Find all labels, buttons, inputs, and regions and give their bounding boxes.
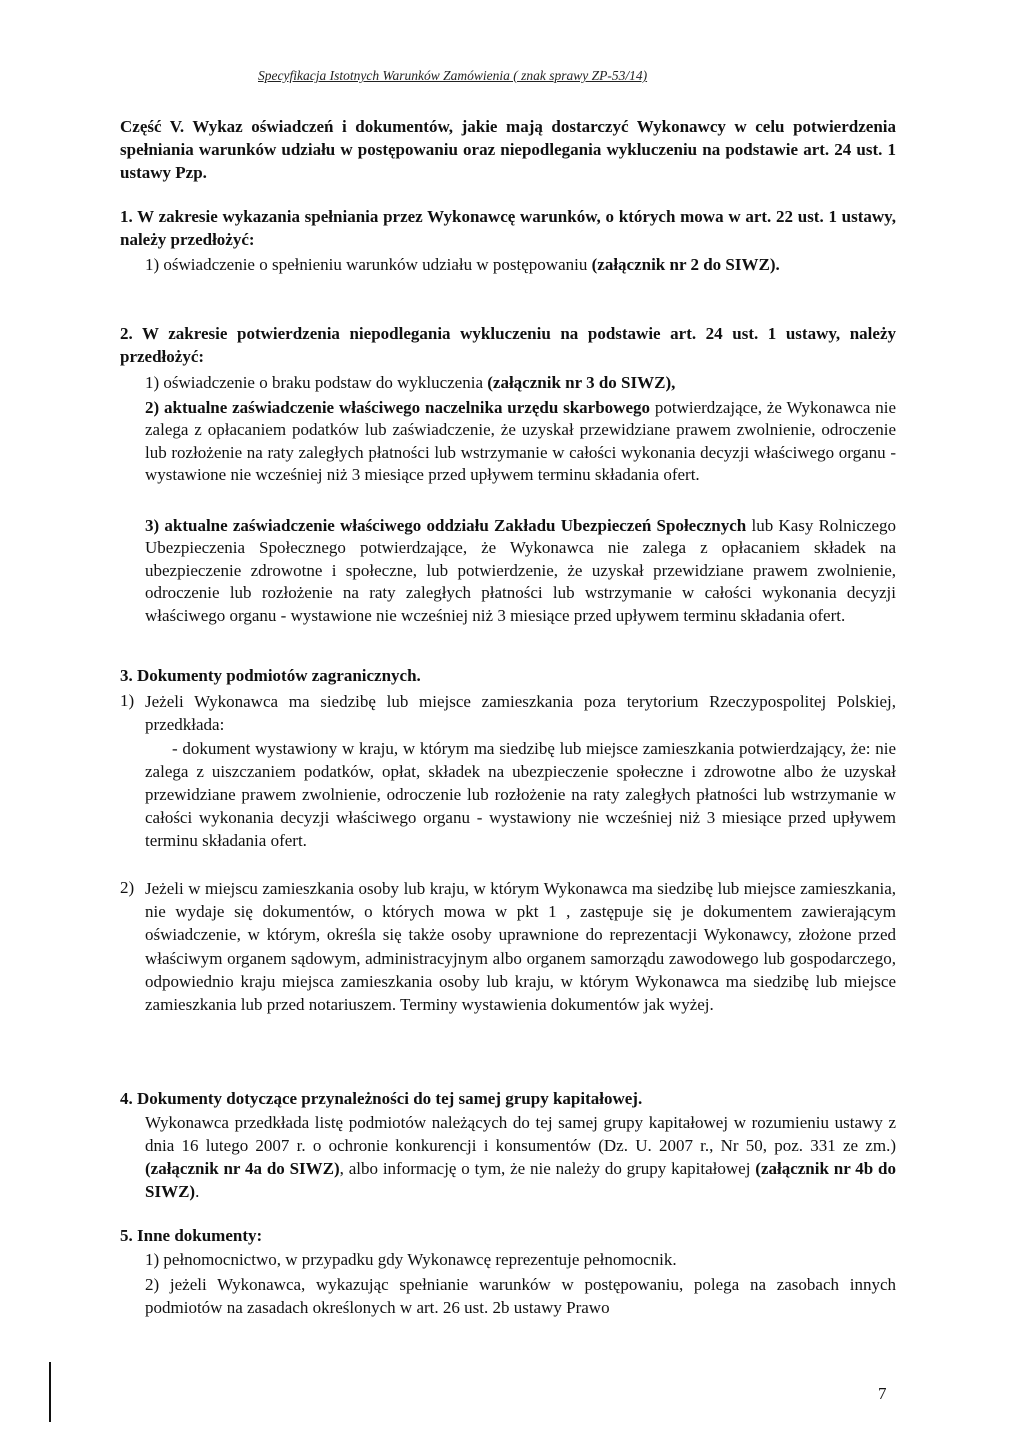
section-5-item-2: 2) jeżeli Wykonawca, wykazując spełnianie warunków w postępowaniu, polega na zasobach innych podmiotów na zasadach określonych w art. 26 ust. 2b ustawy Prawo bbox=[145, 1275, 896, 1317]
section-1-item-1-ref: (załącznik nr 2 do SIWZ). bbox=[591, 255, 780, 274]
section-5-heading: 5. Inne dokumenty: bbox=[120, 1226, 263, 1245]
running-header: Specyfikacja Istotnych Warunków Zamówienia ( znak sprawy ZP-53/14) bbox=[258, 68, 648, 83]
section-5-item-1: 1) pełnomocnictwo, w przypadku gdy Wykonawcę reprezentuje pełnomocnik. bbox=[145, 1250, 677, 1269]
section-4-heading: 4. Dokumenty dotyczące przynależności do tej samej grupy kapitałowej. bbox=[120, 1089, 643, 1108]
margin-rule bbox=[49, 1362, 51, 1422]
section-2-item-2-rest: potwierdzające, że Wykonawca nie zalega z opłacaniem podatków lub zaświadczenie, że uzyskał przewidziane prawem zwolnienie, odroczenie lub rozłożenie na raty zaległych płatności lub wstrzymanie w całości wykonania decyzji właściwego organu - wystawione nie wcześniej niż 3 miesiące przed upływem terminu składania ofert. bbox=[145, 398, 896, 485]
section-4-body bbox=[145, 1111, 896, 1203]
section-2-item-1-text: 1) oświadczenie o braku podstaw do wykluczenia bbox=[145, 373, 483, 392]
section-2-item-1 bbox=[145, 372, 896, 395]
section-3-heading: 3. Dokumenty podmiotów zagranicznych. bbox=[120, 666, 421, 685]
section-2-item-1-ref: (załącznik nr 3 do SIWZ), bbox=[487, 373, 676, 392]
section-4-ref-b: (załącznik nr 4b do SIWZ) bbox=[145, 1159, 897, 1201]
page-number: 7 bbox=[878, 1384, 887, 1403]
section-3-item-1-dash: - dokument wystawiony w kraju, w którym ma siedzibę lub miejsce zamieszkania potwierdzający, że: nie zalega z uiszczaniem podatków, opłat, składek na ubezpieczenie społeczne i zdrowotne albo że uzyskał przewidziane prawem zwolnienie, odroczenie lub rozłożenie na raty zaległych płatności lub wstrzymanie w całości wykonania decyzji właściwego organu - wystawiony nie wcześniej niż 3 miesiące przed upływem terminu składania ofert. bbox=[145, 739, 896, 850]
section-4-text-a: Wykonawca przedkłada listę podmiotów należących do tej samej grupy kapitałowej w rozumieniu ustawy z dnia 16 lutego 2007 r. o ochronie konkurencji i konsumentów (Dz. U. 2007 r., Nr 50, poz. 331 ze zm.) bbox=[145, 1113, 896, 1155]
section-4-ref-a: (załącznik nr 4a do SIWZ) bbox=[145, 1159, 340, 1178]
section-3-item-2-number: 2) bbox=[120, 878, 135, 897]
section-1-item-1 bbox=[145, 253, 896, 276]
section-3-item-1-number: 1) bbox=[120, 691, 135, 710]
section-2-item-2 bbox=[145, 397, 896, 487]
section-2-item-3-lead: 3) aktualne zaświadczenie właściwego oddziału Zakładu Ubezpieczeń Społecznych bbox=[145, 516, 747, 535]
section-1-heading: 1. W zakresie wykazania spełniania przez Wykonawcę warunków, o których mowa w art. 22 ust. 1 ustawy, należy przedłożyć: bbox=[120, 207, 896, 249]
section-2-heading: 2. W zakresie potwierdzenia niepodlegania wykluczeniu na podstawie art. 24 ust. 1 ustawy, należy przedłożyć: bbox=[120, 324, 896, 366]
section-3-item-2-text: Jeżeli w miejscu zamieszkania osoby lub kraju, w którym Wykonawca ma siedzibę lub miejsce zamieszkania, nie wydaje się dokumentów, o których mowa w pkt 1 , zastępuje się je dokumentem zawierającym oświadczenie, w którym, określa się także osoby uprawnione do reprezentacji Wykonawcy, złożone przed właściwym organem sądowym, administracyjnym albo organem samorządu zawodowego lub gospodarczego, odpowiednio kraju miejsca zamieszkania osoby lub kraju, w którym Wykonawca ma siedzibę lub miejsce zamieszkania lub przed notariuszem. Terminy wystawienia dokumentów jak wyżej. bbox=[145, 879, 896, 1015]
section-4-text-b: , albo informację o tym, że nie należy do grupy kapitałowej bbox=[339, 1159, 751, 1178]
section-1-item-1-text: 1) oświadczenie o spełnieniu warunków udziału w postępowaniu bbox=[145, 255, 588, 274]
section-4-text-c: . bbox=[195, 1182, 200, 1201]
section-2-item-2-lead: 2) aktualne zaświadczenie właściwego naczelnika urzędu skarbowego bbox=[145, 398, 651, 417]
section-2-item-3-rest: lub Kasy Rolniczego Ubezpieczenia Społecznego potwierdzające, że Wykonawca nie zalega z opłacaniem składek na ubezpieczenie zdrowotne i społeczne, lub potwierdzenie, że uzyskał przewidziane prawem zwolnienie, odroczenie lub rozłożenie na raty zaległych płatności lub wstrzymanie w całości wykonania decyzji właściwego organu - wystawione nie wcześniej niż 3 miesiące przed upływem terminu składania ofert. bbox=[145, 516, 896, 625]
part-title: Część V. Wykaz oświadczeń i dokumentów, jakie mają dostarczyć Wykonawcy w celu potwierdzenia spełniania warunków udziału w postępowaniu oraz niepodlegania wykluczeniu na podstawie art. 24 ust. 1 ustawy Pzp. bbox=[120, 117, 896, 182]
section-3-item-1-text: Jeżeli Wykonawca ma siedzibę lub miejsce zamieszkania poza terytorium Rzeczypospolitej Polskiej, przedkłada: bbox=[145, 692, 896, 734]
section-2-item-3 bbox=[145, 515, 896, 627]
